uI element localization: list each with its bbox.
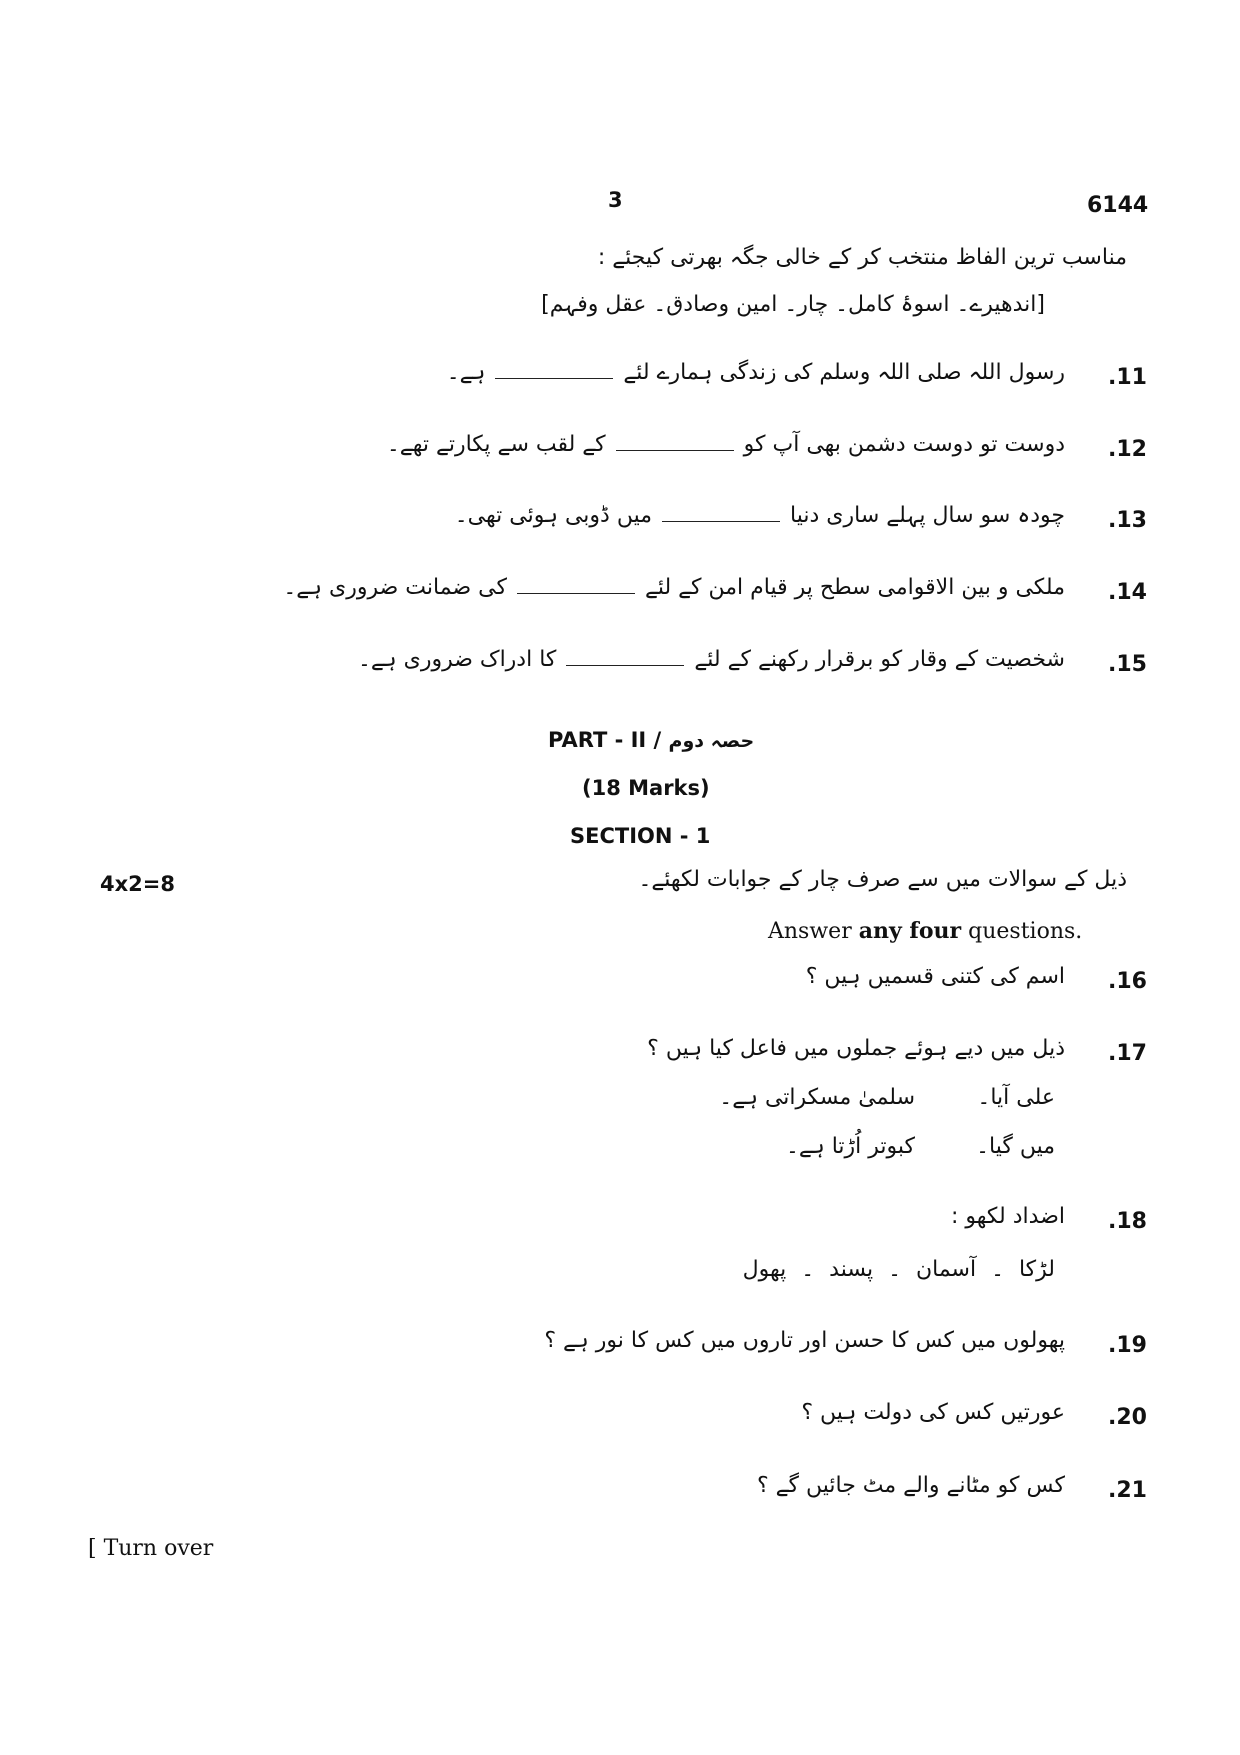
answer-blank xyxy=(517,575,635,594)
answer-blank xyxy=(616,432,734,451)
instruction-emphasis: any four xyxy=(858,918,962,944)
turn-over-note: [ Turn over xyxy=(88,1536,214,1561)
question-number-13: .13 xyxy=(1108,508,1147,533)
sentence-4: کبوتر اُڑتا ہے۔ xyxy=(786,1134,915,1159)
question-13-text: چودہ سو سال پہلے ساری دنیا xyxy=(790,503,1065,528)
question-17: ذیل میں دیے ہوئے جملوں میں فاعل کیا ہیں ؟ xyxy=(647,1036,1065,1061)
answer-blank xyxy=(495,360,613,379)
question-number-21: .21 xyxy=(1108,1478,1147,1503)
section-instruction-urdu: ذیل کے سوالات میں سے صرف چار کے جوابات لکھئے۔ xyxy=(638,867,1127,892)
question-number-17: .17 xyxy=(1108,1041,1147,1066)
question-number-11: .11 xyxy=(1108,365,1147,390)
question-number-18: .18 xyxy=(1108,1209,1147,1234)
question-number-19: .19 xyxy=(1108,1333,1147,1358)
part-two-title-urdu: حصہ دوم xyxy=(668,730,755,752)
word-bank: [اندھیرے۔ اسوۂ کامل۔ چار۔ امین وصادق۔ عقل وفہم] xyxy=(541,292,1045,317)
antonym-words: لڑکا ۔ آسمان ۔ پسند ۔ پھول xyxy=(742,1257,1055,1282)
question-14 xyxy=(283,575,1065,600)
question-11 xyxy=(447,360,1065,385)
question-12 xyxy=(387,432,1065,457)
question-14-text: ملکی و بین الاقوامی سطح پر قیام امن کے لئے xyxy=(644,575,1065,600)
sentence-1: علی آیا۔ xyxy=(977,1085,1055,1110)
question-number-12: .12 xyxy=(1108,437,1147,462)
question-20: عورتیں کس کی دولت ہیں ؟ xyxy=(801,1400,1065,1425)
question-19: پھولوں میں کس کا حسن اور تاروں میں کس کا نور ہے ؟ xyxy=(544,1328,1065,1353)
section-heading: SECTION - 1 xyxy=(570,824,711,848)
instruction-prefix: Answer xyxy=(768,919,852,944)
question-15-text: شخصیت کے وقار کو برقرار رکھنے کے لئے xyxy=(694,647,1065,672)
part-two-title xyxy=(548,728,754,752)
instruction-suffix: questions. xyxy=(968,919,1083,944)
question-14-suffix: کی ضمانت ضروری ہے۔ xyxy=(283,575,507,600)
paper-code: 6144 xyxy=(1087,193,1149,218)
fill-blanks-instruction: مناسب ترین الفاظ منتخب کر کے خالی جگہ بھرتی کیجئے : xyxy=(597,245,1127,270)
part-two-marks: (18 Marks) xyxy=(582,776,710,800)
question-13-suffix: میں ڈوبی ہوئی تھی۔ xyxy=(454,503,653,528)
question-12-text: دوست تو دوست دشمن بھی آپ کو xyxy=(743,432,1065,457)
question-18: اضداد لکھو : xyxy=(950,1204,1065,1229)
marks-scheme: 4x2=8 xyxy=(100,872,175,896)
question-21: کس کو مٹانے والے مٹ جائیں گے ؟ xyxy=(756,1473,1065,1498)
answer-blank xyxy=(566,647,684,666)
page-number: 3 xyxy=(608,188,623,212)
question-16: اسم کی کتنی قسمیں ہیں ؟ xyxy=(805,964,1065,989)
sentence-2: سلمیٰ مسکراتی ہے۔ xyxy=(719,1085,915,1110)
answer-blank xyxy=(662,503,780,522)
question-15 xyxy=(358,647,1065,672)
question-number-16: .16 xyxy=(1108,969,1147,994)
question-15-suffix: کا ادراک ضروری ہے۔ xyxy=(357,647,557,672)
question-number-20: .20 xyxy=(1108,1405,1147,1430)
question-12-suffix: کے لقب سے پکارتے تھے۔ xyxy=(386,432,606,457)
sentence-3: میں گیا۔ xyxy=(976,1134,1055,1159)
question-number-14: .14 xyxy=(1108,580,1147,605)
question-13 xyxy=(455,503,1065,528)
question-11-text: رسول اللہ صلی اللہ وسلم کی زندگی ہمارے لئے xyxy=(623,360,1065,385)
question-number-15: .15 xyxy=(1108,652,1147,677)
section-instruction-english xyxy=(768,918,1082,944)
part-two-title-en: PART - II / xyxy=(548,728,662,752)
question-11-suffix: ہے۔ xyxy=(446,360,486,385)
